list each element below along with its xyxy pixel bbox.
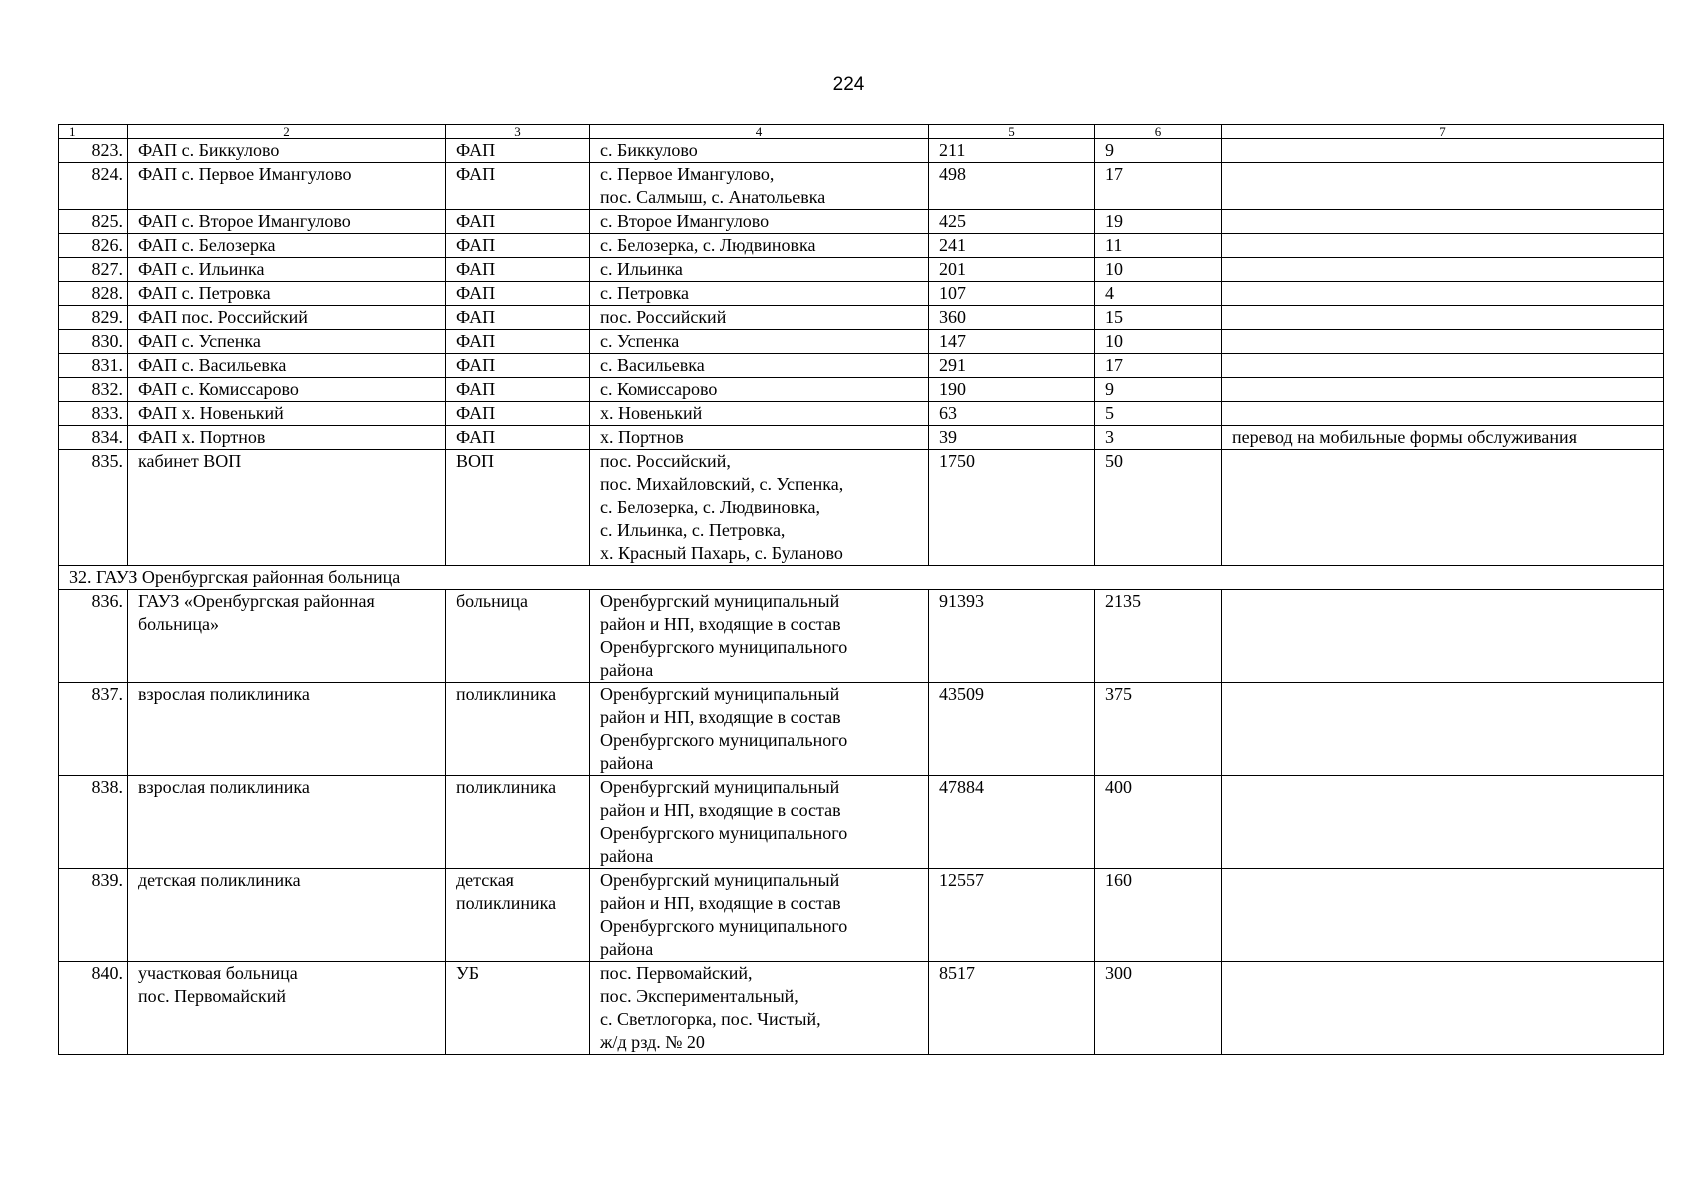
column-5-value: 1750	[929, 450, 1095, 566]
facility-type: ФАП	[446, 282, 590, 306]
column-5-value: 147	[929, 330, 1095, 354]
facility-type: ФАП	[446, 210, 590, 234]
column-5-value: 498	[929, 163, 1095, 210]
column-5-value: 91393	[929, 590, 1095, 683]
served-settlements: с. Биккулово	[590, 139, 929, 163]
section-row	[59, 566, 1664, 590]
table-row	[59, 450, 1664, 566]
column-6-value: 4	[1095, 282, 1222, 306]
column-5-value: 43509	[929, 683, 1095, 776]
row-number: 828.	[59, 282, 128, 306]
row-number: 839.	[59, 869, 128, 962]
note	[1222, 354, 1664, 378]
note	[1222, 282, 1664, 306]
facility-type: ФАП	[446, 163, 590, 210]
served-settlements: пос. Первомайский, пос. Экспериментальный, с. Светлогорка, пос. Чистый, ж/д рзд. № 20	[590, 962, 929, 1055]
facility-name: ФАП пос. Российский	[128, 306, 446, 330]
facility-type: поликлиника	[446, 776, 590, 869]
column-6-value: 11	[1095, 234, 1222, 258]
facility-type: ВОП	[446, 450, 590, 566]
row-number: 825.	[59, 210, 128, 234]
column-number: 2	[128, 125, 446, 139]
facility-name: ФАП с. Васильевка	[128, 354, 446, 378]
served-settlements: с. Первое Имангулово, пос. Салмыш, с. Анатольевка	[590, 163, 929, 210]
table-row	[59, 962, 1664, 1055]
facility-type: поликлиника	[446, 683, 590, 776]
served-settlements: с. Ильинка	[590, 258, 929, 282]
served-settlements: с. Петровка	[590, 282, 929, 306]
table-row	[59, 234, 1664, 258]
column-number: 3	[446, 125, 590, 139]
facility-name: ФАП с. Биккулово	[128, 139, 446, 163]
row-number: 831.	[59, 354, 128, 378]
column-number: 4	[590, 125, 929, 139]
served-settlements: с. Успенка	[590, 330, 929, 354]
column-5-value: 360	[929, 306, 1095, 330]
column-6-value: 300	[1095, 962, 1222, 1055]
facility-name: ФАП с. Ильинка	[128, 258, 446, 282]
page-number: 224	[832, 74, 865, 95]
note: перевод на мобильные формы обслуживания	[1222, 426, 1664, 450]
column-6-value: 9	[1095, 378, 1222, 402]
column-6-value: 3	[1095, 426, 1222, 450]
facility-name: ФАП с. Белозерка	[128, 234, 446, 258]
facility-type: ФАП	[446, 402, 590, 426]
note	[1222, 450, 1664, 566]
column-5-value: 12557	[929, 869, 1095, 962]
table-row	[59, 354, 1664, 378]
row-number: 827.	[59, 258, 128, 282]
table-row	[59, 258, 1664, 282]
table-row	[59, 776, 1664, 869]
facility-type: ФАП	[446, 330, 590, 354]
column-5-value: 190	[929, 378, 1095, 402]
column-number: 7	[1222, 125, 1664, 139]
column-6-value: 50	[1095, 450, 1222, 566]
served-settlements: Оренбургский муниципальный район и НП, входящие в состав Оренбургского муниципального района	[590, 776, 929, 869]
note	[1222, 962, 1664, 1055]
table-row	[59, 210, 1664, 234]
row-number: 832.	[59, 378, 128, 402]
column-5-value: 47884	[929, 776, 1095, 869]
note	[1222, 258, 1664, 282]
column-6-value: 2135	[1095, 590, 1222, 683]
column-6-value: 9	[1095, 139, 1222, 163]
facility-name: кабинет ВОП	[128, 450, 446, 566]
column-number: 5	[929, 125, 1095, 139]
facility-type: ФАП	[446, 426, 590, 450]
column-6-value: 10	[1095, 258, 1222, 282]
served-settlements: с. Комиссарово	[590, 378, 929, 402]
row-number: 833.	[59, 402, 128, 426]
facility-name: взрослая поликлиника	[128, 776, 446, 869]
row-number: 834.	[59, 426, 128, 450]
facility-name: ФАП с. Первое Имангулово	[128, 163, 446, 210]
served-settlements: Оренбургский муниципальный район и НП, входящие в состав Оренбургского муниципального района	[590, 683, 929, 776]
served-settlements: х. Новенький	[590, 402, 929, 426]
table-row	[59, 590, 1664, 683]
column-5-value: 39	[929, 426, 1095, 450]
served-settlements: пос. Российский, пос. Михайловский, с. Успенка, с. Белозерка, с. Людвиновка, с. Ильинка, с. Петровка, х. Красный Пахарь, с. Буланово	[590, 450, 929, 566]
facility-type: ФАП	[446, 306, 590, 330]
column-5-value: 8517	[929, 962, 1095, 1055]
note	[1222, 869, 1664, 962]
note	[1222, 683, 1664, 776]
note	[1222, 139, 1664, 163]
facility-name: ФАП с. Комиссарово	[128, 378, 446, 402]
table-row	[59, 426, 1664, 450]
note	[1222, 378, 1664, 402]
column-6-value: 17	[1095, 354, 1222, 378]
column-5-value: 425	[929, 210, 1095, 234]
facility-name: ФАП х. Портнов	[128, 426, 446, 450]
facility-type: ФАП	[446, 139, 590, 163]
facility-name: взрослая поликлиника	[128, 683, 446, 776]
row-number: 838.	[59, 776, 128, 869]
row-number: 829.	[59, 306, 128, 330]
column-6-value: 19	[1095, 210, 1222, 234]
served-settlements: с. Второе Имангулово	[590, 210, 929, 234]
facility-name: ГАУЗ «Оренбургская районная больница»	[128, 590, 446, 683]
facilities-table	[58, 124, 1664, 1055]
note	[1222, 402, 1664, 426]
served-settlements: с. Белозерка, с. Людвиновка	[590, 234, 929, 258]
note	[1222, 210, 1664, 234]
facility-type: УБ	[446, 962, 590, 1055]
served-settlements: с. Васильевка	[590, 354, 929, 378]
column-5-value: 201	[929, 258, 1095, 282]
facility-type: ФАП	[446, 234, 590, 258]
row-number: 830.	[59, 330, 128, 354]
facility-type: ФАП	[446, 354, 590, 378]
table-row	[59, 378, 1664, 402]
row-number: 824.	[59, 163, 128, 210]
column-number-row	[59, 125, 1664, 139]
column-6-value: 10	[1095, 330, 1222, 354]
column-5-value: 107	[929, 282, 1095, 306]
column-5-value: 211	[929, 139, 1095, 163]
row-number: 837.	[59, 683, 128, 776]
facility-type: ФАП	[446, 378, 590, 402]
column-5-value: 291	[929, 354, 1095, 378]
facility-name: участковая больница пос. Первомайский	[128, 962, 446, 1055]
column-6-value: 400	[1095, 776, 1222, 869]
table-row	[59, 306, 1664, 330]
served-settlements: пос. Российский	[590, 306, 929, 330]
table-row	[59, 683, 1664, 776]
column-5-value: 63	[929, 402, 1095, 426]
table-row	[59, 282, 1664, 306]
column-number: 1	[59, 125, 128, 139]
row-number: 840.	[59, 962, 128, 1055]
column-6-value: 15	[1095, 306, 1222, 330]
note	[1222, 330, 1664, 354]
facility-name: ФАП с. Второе Имангулово	[128, 210, 446, 234]
served-settlements: Оренбургский муниципальный район и НП, входящие в состав Оренбургского муниципального района	[590, 590, 929, 683]
column-6-value: 160	[1095, 869, 1222, 962]
column-6-value: 5	[1095, 402, 1222, 426]
note	[1222, 234, 1664, 258]
facility-name: ФАП с. Успенка	[128, 330, 446, 354]
table-row	[59, 869, 1664, 962]
note	[1222, 776, 1664, 869]
table-row	[59, 163, 1664, 210]
row-number: 826.	[59, 234, 128, 258]
facility-type: больница	[446, 590, 590, 683]
facility-name: ФАП х. Новенький	[128, 402, 446, 426]
facility-type: ФАП	[446, 258, 590, 282]
note	[1222, 306, 1664, 330]
column-number: 6	[1095, 125, 1222, 139]
note	[1222, 163, 1664, 210]
served-settlements: х. Портнов	[590, 426, 929, 450]
column-5-value: 241	[929, 234, 1095, 258]
row-number: 835.	[59, 450, 128, 566]
section-title: 32. ГАУЗ Оренбургская районная больница	[59, 566, 1664, 590]
facility-name: ФАП с. Петровка	[128, 282, 446, 306]
column-6-value: 375	[1095, 683, 1222, 776]
served-settlements: Оренбургский муниципальный район и НП, входящие в состав Оренбургского муниципального района	[590, 869, 929, 962]
row-number: 823.	[59, 139, 128, 163]
table-row	[59, 139, 1664, 163]
facility-name: детская поликлиника	[128, 869, 446, 962]
row-number: 836.	[59, 590, 128, 683]
note	[1222, 590, 1664, 683]
table-row	[59, 402, 1664, 426]
table-row	[59, 330, 1664, 354]
column-6-value: 17	[1095, 163, 1222, 210]
facility-type: детская поликлиника	[446, 869, 590, 962]
